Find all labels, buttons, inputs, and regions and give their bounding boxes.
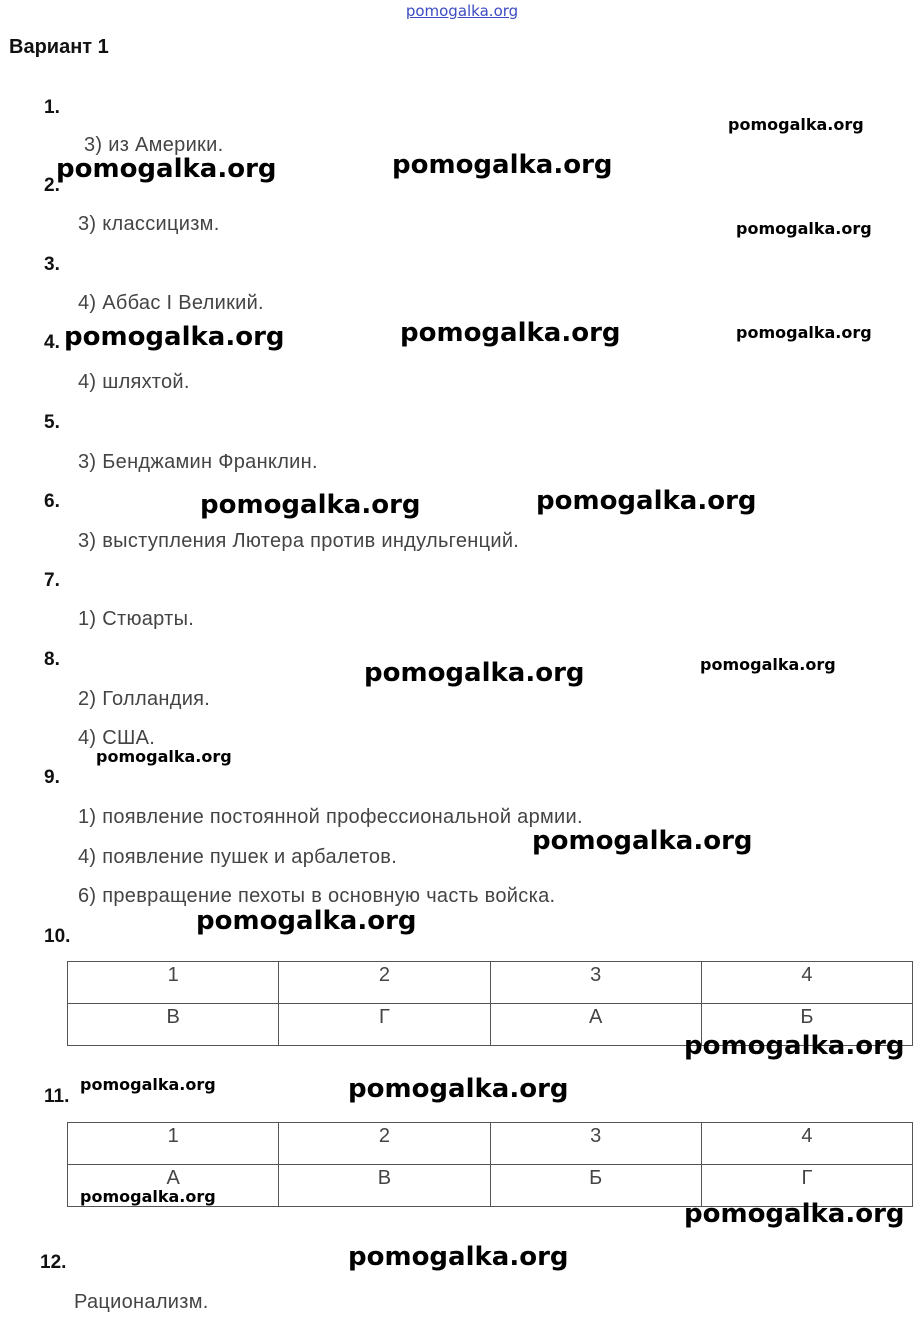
table-cell: А	[68, 1165, 279, 1207]
question-number: 10.	[44, 926, 71, 947]
watermark: pomogalka.org	[200, 490, 421, 520]
watermark: pomogalka.org	[364, 658, 585, 688]
table-cell: В	[279, 1165, 490, 1207]
answer-text: 4) США.	[78, 727, 156, 749]
answer-text: 1) появление постоянной профессиональной армии.	[78, 806, 583, 828]
watermark: pomogalka.org	[728, 115, 864, 134]
question-number: 6.	[44, 491, 60, 512]
table-cell: 1	[68, 962, 279, 1004]
answer-text: 4) Аббас I Великий.	[78, 292, 264, 314]
answer-text: 2) Голландия.	[78, 688, 211, 710]
question-number: 8.	[44, 649, 60, 670]
answer-text: 3) выступления Лютера против индульгенций.	[78, 530, 520, 552]
watermark: pomogalka.org	[80, 1187, 216, 1206]
question-number: 7.	[44, 570, 60, 591]
answer-text: 3) Бенджамин Франклин.	[78, 451, 318, 473]
question-number: 11.	[44, 1086, 70, 1107]
table-cell: Г	[279, 1004, 490, 1046]
table-cell: 4	[701, 1123, 912, 1165]
watermark: pomogalka.org	[400, 318, 621, 348]
answer-text: 3) классицизм.	[78, 213, 220, 235]
watermark: pomogalka.org	[56, 154, 277, 184]
answer-text: 4) появление пушек и арбалетов.	[78, 846, 398, 868]
answer-text: 3) из Америки.	[84, 134, 224, 156]
watermark: pomogalka.org	[536, 486, 757, 516]
table-cell: 2	[279, 1123, 490, 1165]
watermark: pomogalka.org	[684, 1031, 905, 1061]
table-cell: В	[68, 1004, 279, 1046]
table-cell: Б	[701, 1004, 912, 1046]
watermark: pomogalka.org	[348, 1074, 569, 1104]
question-number: 5.	[44, 412, 60, 433]
table-cell: Г	[701, 1165, 912, 1207]
watermark: pomogalka.org	[532, 826, 753, 856]
table-cell: 3	[490, 1123, 701, 1165]
question-number: 2.	[44, 175, 60, 196]
watermark: pomogalka.org	[392, 150, 613, 180]
watermark: pomogalka.org	[736, 323, 872, 342]
table-cell: 3	[490, 962, 701, 1004]
watermark: pomogalka.org	[196, 906, 417, 936]
question-number: 4.	[44, 332, 60, 353]
answer-text: 1) Стюарты.	[78, 608, 195, 630]
question-number: 3.	[44, 254, 60, 275]
watermark: pomogalka.org	[736, 219, 872, 238]
question-number: 1.	[44, 97, 60, 118]
table-header-row	[68, 1123, 913, 1165]
table-cell: 2	[279, 962, 490, 1004]
table-cell: Б	[490, 1165, 701, 1207]
question-number: 9.	[44, 767, 60, 788]
watermark: pomogalka.org	[700, 655, 836, 674]
table-cell: 1	[68, 1123, 279, 1165]
table-header-row	[68, 962, 913, 1004]
table-cell: А	[490, 1004, 701, 1046]
watermark: pomogalka.org	[348, 1242, 569, 1272]
site-link[interactable]: pomogalka.org	[405, 2, 519, 20]
watermark: pomogalka.org	[684, 1199, 905, 1229]
question-number: 12.	[40, 1252, 67, 1273]
table-cell: 4	[701, 962, 912, 1004]
answer-text: 4) шляхтой.	[78, 371, 190, 393]
answer-text: Рационализм.	[74, 1291, 209, 1313]
watermark: pomogalka.org	[64, 322, 285, 352]
watermark: pomogalka.org	[96, 747, 232, 766]
answer-text: 6) превращение пехоты в основную часть войска.	[78, 885, 556, 907]
watermark: pomogalka.org	[80, 1075, 216, 1094]
page-title: Вариант 1	[9, 36, 109, 58]
